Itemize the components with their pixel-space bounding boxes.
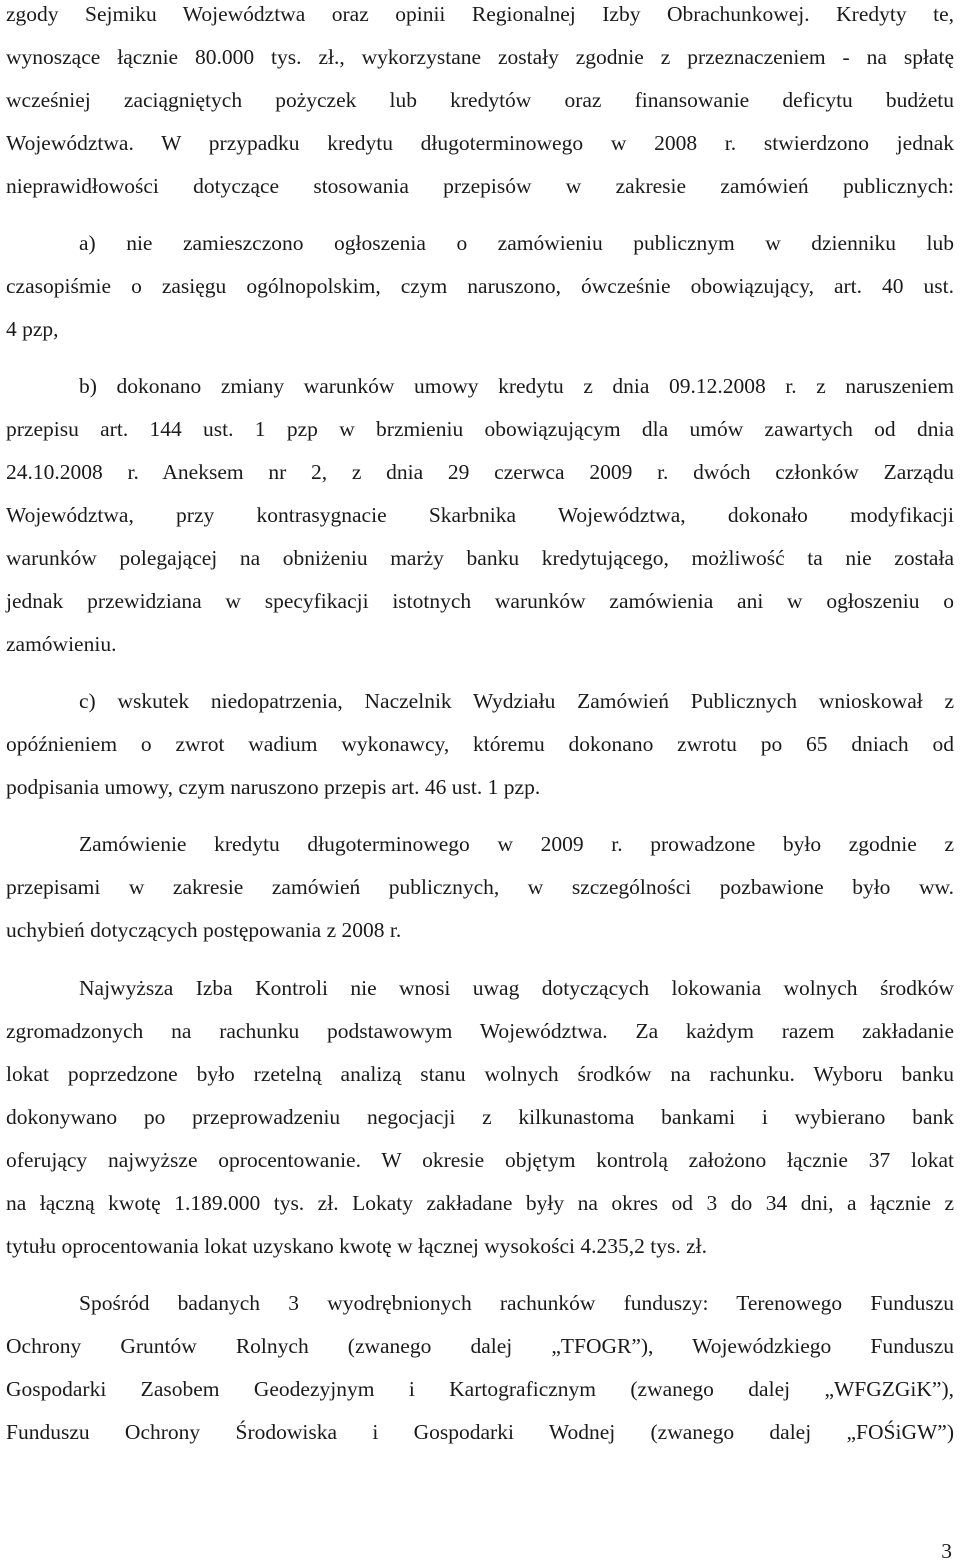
text-line: wynoszące łącznie 80.000 tys. zł., wykorzystane zostały zgodnie z przeznaczeniem - na spłatę [6,45,954,69]
text-line: Zamówienie kredytu długoterminowego w 2009 r. prowadzone było zgodnie z [79,832,954,856]
text-line: b) dokonano zmiany warunków umowy kredytu z dnia 09.12.2008 r. z naruszeniem [79,374,954,398]
page-number: 3 [941,1539,952,1563]
text-line: przepisu art. 144 ust. 1 pzp w brzmieniu obowiązującym dla umów zawartych od dnia [6,417,954,441]
text-line: wcześniej zaciągniętych pożyczek lub kredytów oraz finansowanie deficytu budżetu [6,88,954,112]
text-line: na łączną kwotę 1.189.000 tys. zł. Lokaty zakładane były na okres od 3 do 34 dni, a łącznie z [6,1191,954,1215]
text-line: zamówieniu. [6,632,117,656]
text-line: jednak przewidziana w specyfikacji istotnych warunków zamówienia ani w ogłoszeniu o [6,589,954,613]
text-line: zgody Sejmiku Województwa oraz opinii Regionalnej Izby Obrachunkowej. Kredyty te, [6,2,954,26]
text-line: Spośród badanych 3 wyodrębnionych rachunków funduszy: Terenowego Funduszu [79,1291,954,1315]
text-line: 4 pzp, [6,317,59,341]
text-line: Funduszu Ochrony Środowiska i Gospodarki Wodnej (zwanego dalej „FOŚiGW”) [6,1420,954,1444]
text-line: c) wskutek niedopatrzenia, Naczelnik Wydziału Zamówień Publicznych wnioskował z [79,689,954,713]
text-line: 24.10.2008 r. Aneksem nr 2, z dnia 29 czerwca 2009 r. dwóch członków Zarządu [6,460,954,484]
text-line: przepisami w zakresie zamówień publicznych, w szczególności pozbawione było ww. [6,875,954,899]
text-line: opóźnieniem o zwrot wadium wykonawcy, któremu dokonano zwrotu po 65 dniach od [6,732,954,756]
text-line: a) nie zamieszczono ogłoszenia o zamówieniu publicznym w dzienniku lub [79,231,954,255]
text-line: Najwyższa Izba Kontroli nie wnosi uwag dotyczących lokowania wolnych środków [79,976,954,1000]
text-line: zgromadzonych na rachunku podstawowym Województwa. Za każdym razem zakładanie [6,1019,954,1043]
text-line: Gospodarki Zasobem Geodezyjnym i Kartograficznym (zwanego dalej „WFGZGiK”), [6,1377,954,1401]
text-line: nieprawidłowości dotyczące stosowania przepisów w zakresie zamówień publicznych: [6,174,954,198]
text-line: uchybień dotyczących postępowania z 2008 r. [6,918,402,942]
text-line: oferujący najwyższe oprocentowanie. W okresie objętym kontrolą założono łącznie 37 lokat [6,1148,954,1172]
text-line: czasopiśmie o zasięgu ogólnopolskim, czym naruszono, ówcześnie obowiązujący, art. 40 ust. [6,274,954,298]
text-line: Województwa. W przypadku kredytu długoterminowego w 2008 r. stwierdzono jednak [6,131,954,155]
text-line: dokonywano po przeprowadzeniu negocjacji z kilkunastoma bankami i wybierano bank [6,1105,954,1129]
text-line: podpisania umowy, czym naruszono przepis art. 46 ust. 1 pzp. [6,775,541,799]
text-line: lokat poprzedzone było rzetelną analizą stanu wolnych środków na rachunku. Wyboru banku [6,1062,954,1086]
text-line: Ochrony Gruntów Rolnych (zwanego dalej „TFOGR”), Wojewódzkiego Funduszu [6,1334,954,1358]
text-line: Województwa, przy kontrasygnacie Skarbnika Województwa, dokonało modyfikacji [6,503,954,527]
text-line: warunków polegającej na obniżeniu marży banku kredytującego, możliwość ta nie została [6,546,954,570]
text-line: tytułu oprocentowania lokat uzyskano kwotę w łącznej wysokości 4.235,2 tys. zł. [6,1234,707,1258]
